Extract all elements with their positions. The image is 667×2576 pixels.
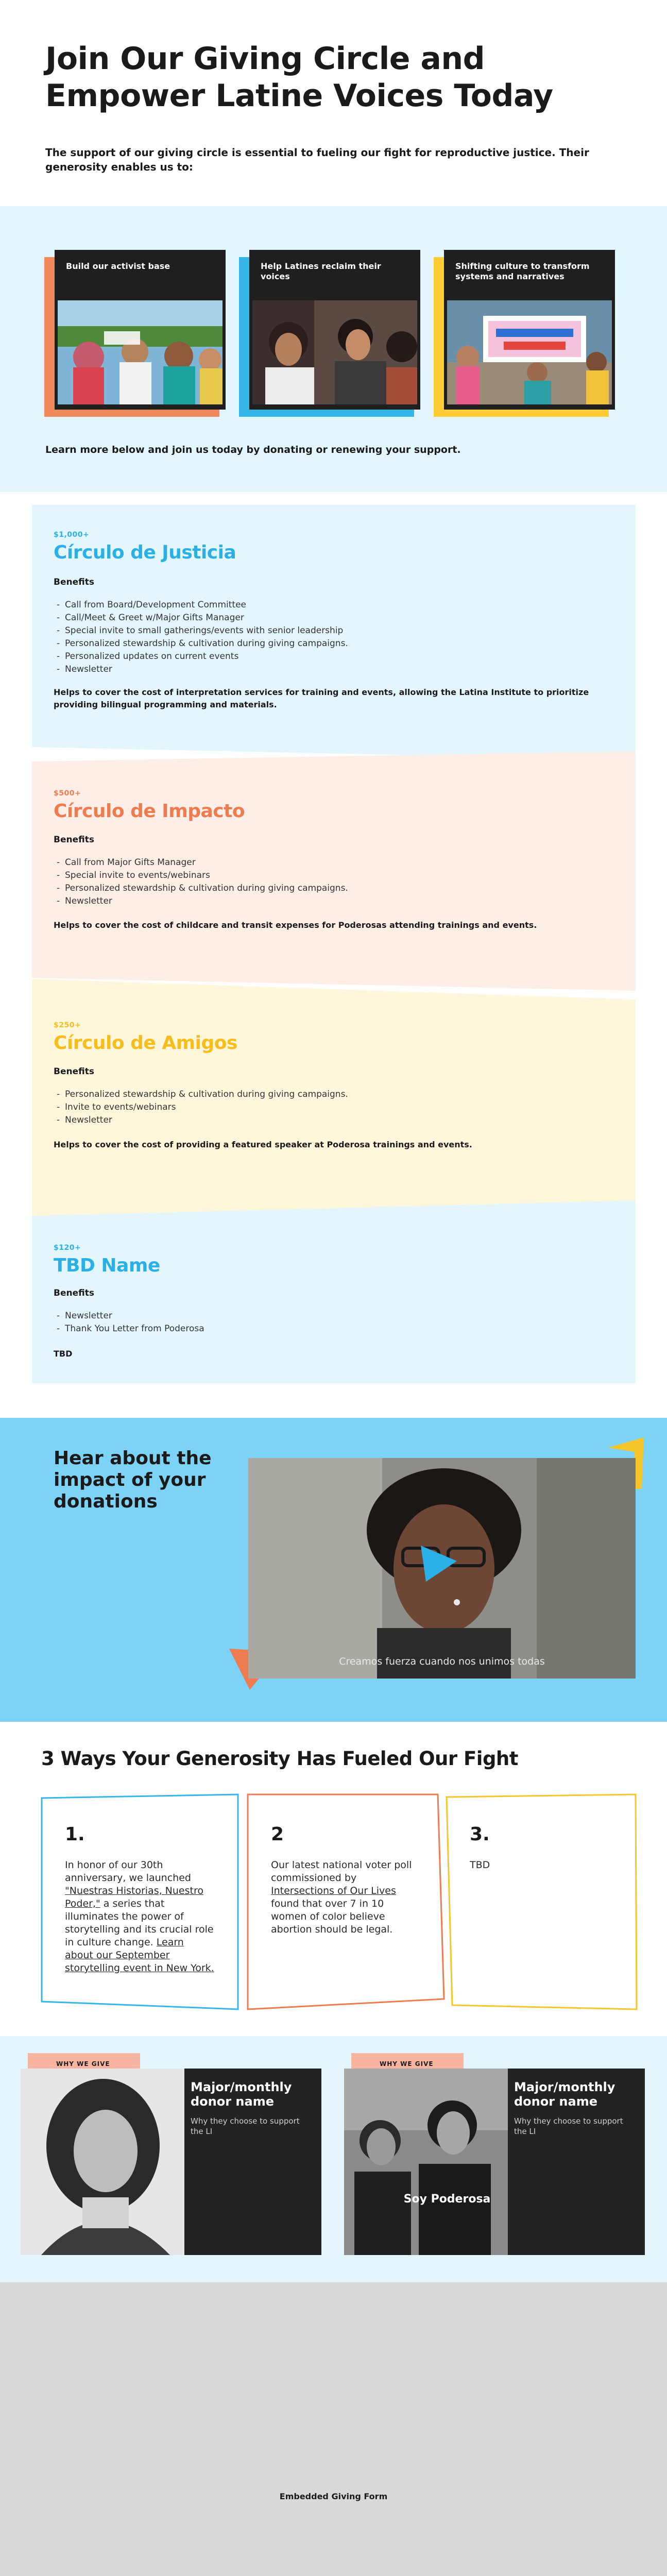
- hero-lead: The support of our giving circle is essential to fueling our fight for reproductive justice. Their generosity enables us to:: [45, 146, 589, 173]
- way-text: In honor of our 30th anniversary, we launched "Nuestras Historias, Nuestro Poder," a series that illuminates the power of storytelling and its crucial role in culture change. Learn about our September storytelling event in New York.: [65, 1859, 214, 1974]
- way-number: 3.: [470, 1824, 490, 1845]
- tier-amigos: [32, 979, 636, 1216]
- video-heading: Hear about the impact of your donations: [54, 1448, 212, 1512]
- way-card-3: [445, 1793, 646, 2014]
- nuestras-historias-link[interactable]: "Nuestras Historias, Nuestro Poder,": [65, 1885, 203, 1909]
- donor-name: Major/monthly donor name: [514, 2080, 615, 2109]
- way-card-2: [246, 1793, 447, 2014]
- rally-crowd-photo: [58, 300, 223, 404]
- play-icon[interactable]: [421, 1546, 457, 1582]
- embedded-giving-form[interactable]: [0, 2282, 667, 2576]
- video-player[interactable]: [248, 1458, 636, 1679]
- tier-amount: $250+: [54, 1021, 81, 1029]
- tier-description: Helps to cover the cost of childcare and transit expenses for Poderosas attending trainings and events.: [54, 920, 537, 930]
- benefit-item: - Special invite to events/webinars: [65, 869, 348, 882]
- benefit-item: - Personalized updates on current events: [65, 650, 348, 663]
- way-number: 1.: [65, 1824, 85, 1845]
- benefit-item: - Newsletter: [65, 895, 348, 908]
- page-title: Join Our Giving Circle and Empower Latine Voices Today: [45, 41, 553, 114]
- impact-card-culture: [441, 250, 616, 420]
- speakers-photo: [252, 300, 417, 404]
- tier-description: Helps to cover the cost of interpretation services for training and events, allowing the Latina Institute to prioritize providing bilingual programming and materials.: [54, 687, 589, 709]
- donor-subtitle: Why they choose to support the LI: [191, 2116, 300, 2136]
- tier-description: TBD: [54, 1349, 73, 1359]
- way-text: TBD: [470, 1859, 490, 1871]
- benefit-item: - Newsletter: [65, 1114, 348, 1127]
- impact-card-voices: [246, 250, 421, 420]
- benefits-list: [65, 856, 348, 908]
- benefits-label: Benefits: [54, 1066, 94, 1077]
- benefit-item: - Invite to events/webinars: [65, 1101, 348, 1114]
- donor-subtitle: Why they choose to support the LI: [514, 2116, 623, 2136]
- impact-card-title: Build our activist base: [66, 261, 170, 271]
- tier-tbd: [32, 1200, 636, 1383]
- tier-description: Helps to cover the cost of providing a featured speaker at Poderosa trainings and events.: [54, 1140, 472, 1149]
- tier-justicia: [32, 505, 636, 760]
- benefit-item: - Call from Board/Development Committee: [65, 599, 348, 612]
- ways-title: 3 Ways Your Generosity Has Fueled Our Fight: [41, 1748, 518, 1770]
- tier-name: Círculo de Amigos: [54, 1032, 237, 1054]
- benefits-label: Benefits: [54, 1288, 94, 1298]
- hero-section: [0, 0, 667, 206]
- benefits-label: Benefits: [54, 835, 94, 845]
- way-card-1: [40, 1793, 241, 2014]
- impact-card-activist: [52, 250, 227, 420]
- tier-name: Círculo de Justicia: [54, 542, 236, 563]
- benefit-item: - Thank You Letter from Poderosa: [65, 1323, 204, 1335]
- benefits-label: Benefits: [54, 577, 94, 587]
- tier-name: Círculo de Impacto: [54, 801, 245, 822]
- way-number: 2: [271, 1824, 284, 1845]
- tier-amount: $120+: [54, 1244, 81, 1252]
- benefit-item: - Newsletter: [65, 1310, 204, 1323]
- donor-photo: [21, 2069, 184, 2255]
- benefit-item: - Personalized stewardship & cultivation during giving campaigns.: [65, 637, 348, 650]
- benefits-list: [65, 599, 348, 676]
- tier-impacto: [32, 751, 636, 991]
- benefits-list: [65, 1088, 348, 1127]
- donor-name: Major/monthly donor name: [191, 2080, 292, 2109]
- tier-amount: $500+: [54, 789, 81, 798]
- tier-name: TBD Name: [54, 1255, 160, 1276]
- intersections-link[interactable]: Intersections of Our Lives: [271, 1885, 396, 1896]
- video-caption: Creamos fuerza cuando nos unimos todas: [339, 1656, 545, 1667]
- benefits-list: [65, 1310, 204, 1335]
- tier-amount: $1,000+: [54, 531, 90, 539]
- impact-card-title: Shifting culture to transform systems and narratives: [455, 261, 590, 281]
- benefit-item: - Call/Meet & Greet w/Major Gifts Manager: [65, 612, 348, 624]
- giving-form-label: Embedded Giving Form: [279, 2492, 388, 2501]
- donor-photo: [344, 2069, 508, 2255]
- benefit-item: - Newsletter: [65, 663, 348, 676]
- impact-cta: Learn more below and join us today by donating or renewing your support.: [45, 444, 461, 455]
- way-text: Our latest national voter poll commissioned by Intersections of Our Lives found that over 7 in 10 women of color believe abortion should be legal.: [271, 1859, 412, 1935]
- shirt-text: Soy Poderosa: [403, 2193, 491, 2206]
- why-we-give-tag: WHY WE GIVE: [28, 2053, 140, 2074]
- donor-card-2: [344, 2053, 645, 2259]
- benefit-item: - Personalized stewardship & cultivation during giving campaigns.: [65, 882, 348, 895]
- march-banner-photo: [447, 300, 612, 404]
- donor-card-1: [21, 2053, 321, 2259]
- why-we-give-tag: WHY WE GIVE: [351, 2053, 464, 2074]
- benefit-item: - Call from Major Gifts Manager: [65, 856, 348, 869]
- storytelling-event-link[interactable]: Learn about our September storytelling event in New York.: [65, 1937, 214, 1974]
- impact-card-title: Help Latines reclaim their voices: [261, 261, 381, 281]
- benefit-item: - Personalized stewardship & cultivation during giving campaigns.: [65, 1088, 348, 1101]
- benefit-item: - Special invite to small gatherings/events with senior leadership: [65, 624, 348, 637]
